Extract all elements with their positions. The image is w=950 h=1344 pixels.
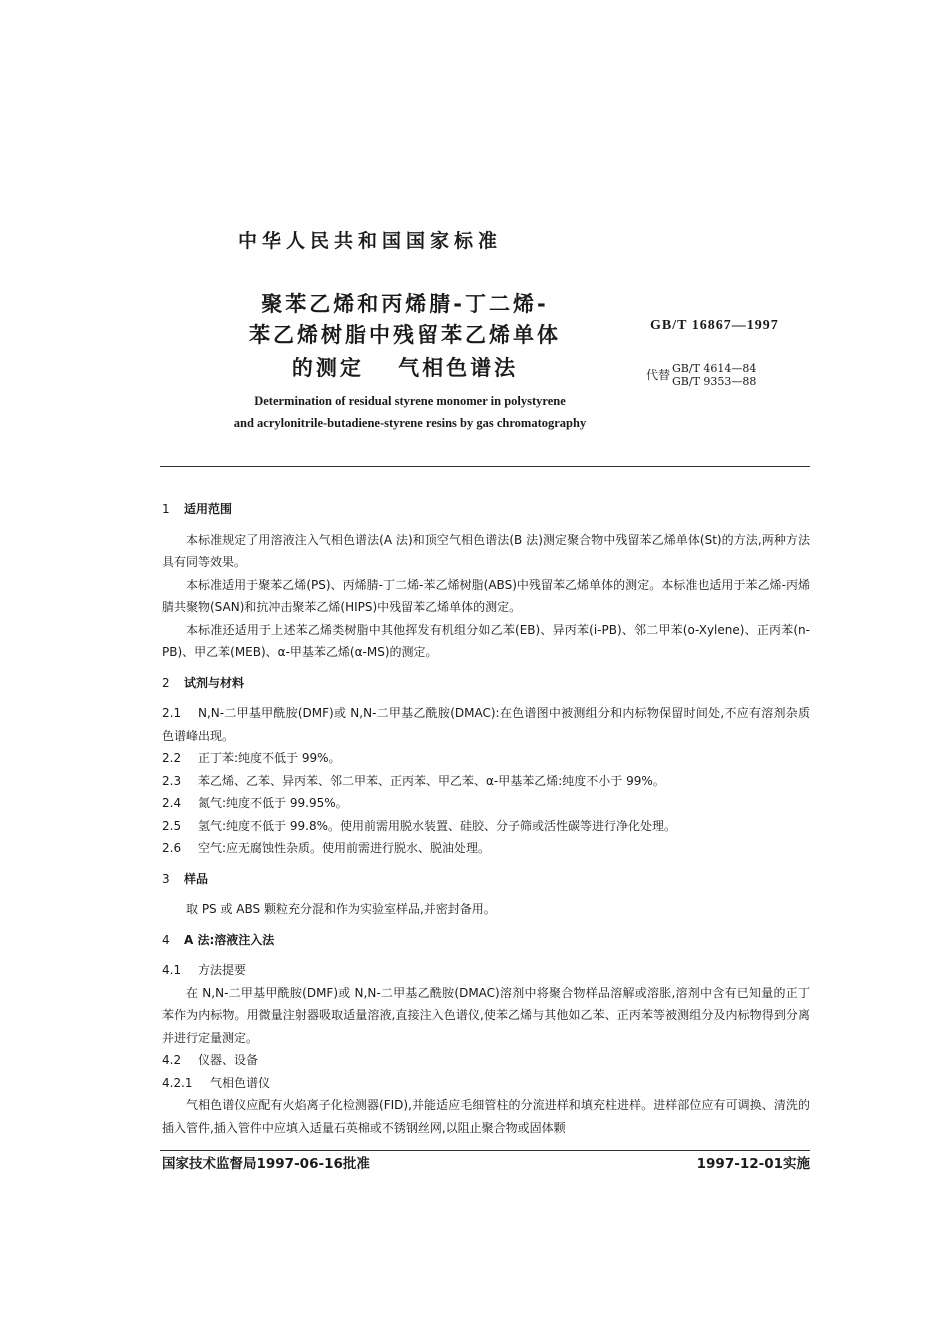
section-heading: 3 样品 [162,871,209,886]
title-line-3: 的测定 气相色谱法 [291,356,519,380]
paragraph: 本标准适用于聚苯乙烯(PS)、丙烯腈-丁二烯-苯乙烯树脂(ABS)中残留苯乙烯单体的测定。本标准也适用于苯乙烯-丙烯腈共聚物(SAN)和抗冲击聚苯乙烯(HIPS)中残留苯乙烯单体的测定。 [162,577,810,614]
english-title-line-2: and acrylonitrile-butadiene-styrene resins by gas chromatography [233,416,587,430]
replace-code: GB/T 9353—88 [672,375,757,388]
english-title-line-1: Determination of residual styrene monomer in polystyrene [254,394,566,408]
footer-divider [160,1150,810,1151]
subsection-heading: 4.2 仪器、设备 [162,1053,259,1067]
title-line-2: 苯乙烯树脂中残留苯乙烯单体 [249,323,561,347]
section-heading: 1 适用范围 [162,502,233,516]
list-item: 2.3 苯乙烯、乙苯、异丙苯、邻二甲苯、正丙苯、甲乙苯、α-甲基苯乙烯:纯度不小于 99%。 [162,773,665,788]
section-heading: 4 A 法:溶液注入法 [162,932,275,947]
subsection-heading: 4.2.1 气相色谱仪 [162,1075,271,1090]
replaces-block [646,362,756,388]
list-item: 2.2 正丁苯:纯度不低于 99%。 [162,751,341,765]
section-heading: 2 试剂与材料 [162,675,245,690]
header-divider [160,466,810,467]
list-item: 2.4 氮气:纯度不低于 99.95%。 [162,796,348,810]
list-item: 2.5 氢气:纯度不低于 99.8%。使用前需用脱水装置、硅胶、分子筛或活性碳等进行净化处理。 [162,818,676,833]
replace-label: 代替 [646,367,671,382]
list-item: 2.1 N,N-二甲基甲酰胺(DMF)或 N,N-二甲基乙酰胺(DMAC):在色谱图中被测组分和内标物保留时间处,不应有溶剂杂质色谱峰出现。 [162,706,810,743]
paragraph: 本标准规定了用溶液注入气相色谱法(A 法)和顶空气相色谱法(B 法)测定聚合物中残留苯乙烯单体(St)的方法,两种方法具有同等效果。 [162,532,810,569]
document-body [162,496,810,1139]
standard-code: GB/T 16867—1997 [650,318,779,333]
implementation-date: 1997-12-01实施 [696,1156,810,1172]
paragraph: 在 N,N-二甲基甲酰胺(DMF)或 N,N-二甲基乙酰胺(DMAC)溶剂中将聚合物样品溶解或溶胀,溶剂中含有已知量的正丁苯作为内标物。用微量注射器吸取适量溶液,直接注入色谱仪,使苯乙烯与其他如乙苯、正丙苯等被测组分及内标物得到分离并进行定量测定。 [162,985,810,1045]
paragraph: 气相色谱仪应配有火焰离子化检测器(FID),并能适应毛细管柱的分流进样和填充柱进样。进样部位应有可调换、清洗的插入管件,插入管件中应填入适量石英棉或不锈钢丝网,以阻止聚合物或固体颗 [162,1098,810,1135]
approval-note: 国家技术监督局1997-06-16批准 [162,1156,370,1172]
subsection-heading: 4.1 方法提要 [162,963,247,977]
list-item: 2.6 空气:应无腐蚀性杂质。使用前需进行脱水、脱油处理。 [162,841,491,855]
paragraph: 本标准还适用于上述苯乙烯类树脂中其他挥发有机组分如乙苯(EB)、异丙苯(i-PB)、邻二甲苯(o-Xylene)、正丙苯(n-PB)、甲乙苯(MEB)、α-甲基苯乙烯(α-MS)的测定。 [162,622,810,659]
title-line-1: 聚苯乙烯和丙烯腈-丁二烯- [261,292,549,316]
replace-code: GB/T 4614—84 [672,362,757,375]
paragraph: 取 PS 或 ABS 颗粒充分混和作为实验室样品,并密封备用。 [186,902,496,916]
national-standard-heading: 中华人民共和国国家标准 [237,230,502,252]
